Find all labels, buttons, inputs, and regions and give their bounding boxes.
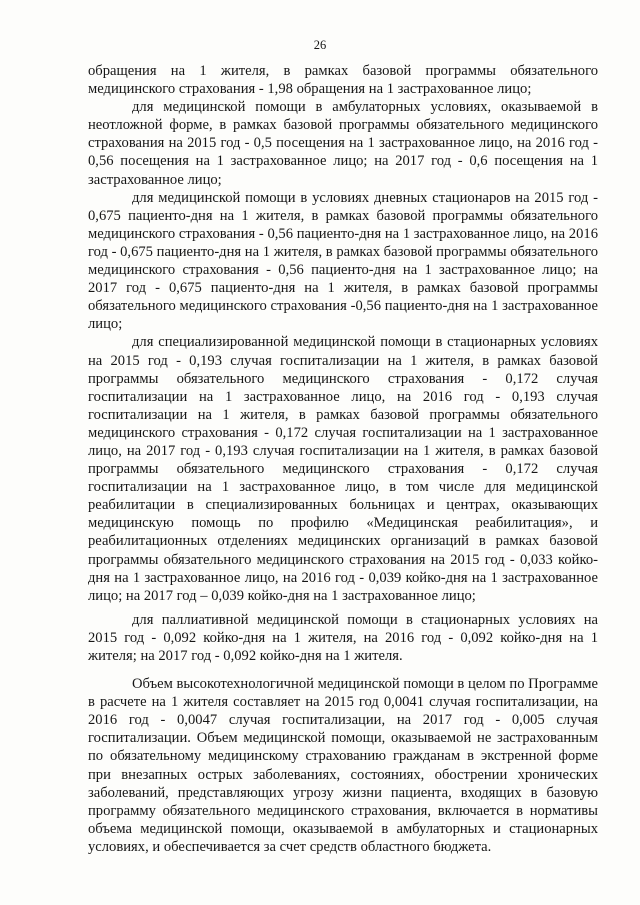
document-body xyxy=(88,62,598,856)
paragraph-palliative-care: для паллиативной медицинской помощи в стационарных условиях на 2015 год - 0,092 койко-дня на 1 жителя, на 2016 год - 0,092 койко-дня на 1 жителя; на 2017 год - 0,092 койко-дня на 1 жителя. xyxy=(88,611,598,664)
paragraph-specialized-care: для специализированной медицинской помощи в стационарных условиях на 2015 год - 0,193 случая госпитализации на 1 жителя, в рамках базовой программы обязательного медицинского страхования - 0,172 случая госпитализации на 1 застрахованное лицо, на 2016 год - 0,193 случая госпитализации на 1 жителя, в рамках базовой программы обязательного медицинского страхования - 0,172 случая госпитализации на 1 застрахованное лицо, на 2017 год - 0,193 случая госпитализации на 1 жителя, в рамках базовой программы обязательного медицинского страхования - 0,172 случая госпитализации на 1 застрахованное лицо, в том числе для медицинской реабилитации в специализированных больницах и центрах, оказывающих медицинскую помощь по профилю «Медицинская реабилитация», и реабилитационных отделениях медицинских организаций в рамках базовой программы обязательного медицинского страхования на 2015 год - 0,033 койко-дня на 1 застрахованное лицо, на 2016 год - 0,039 койко-дня на 1 застрахованное лицо; на 2017 год – 0,039 койко-дня на 1 застрахованное лицо; xyxy=(88,334,598,604)
paragraph-day-hospital: для медицинской помощи в условиях дневных стационаров на 2015 год - 0,675 пациенто-дня на 1 жителя, в рамках базовой программы обязательного медицинского страхования - 0,56 пациенто-дня на 1 застрахованное лицо, на 2016 год - 0,675 пациенто-дня на 1 жителя, в рамках базовой программы обязательного медицинского страхования - 0,56 пациенто-дня на 1 застрахованное лицо; на 2017 год - 0,675 пациенто-дня на 1 жителя, в рамках базовой программы обязательного медицинского страхования -0,56 пациенто-дня на 1 застрахованное лицо; xyxy=(88,189,598,333)
paragraph-continuation: обращения на 1 жителя, в рамках базовой программы обязательного медицинского страхования - 1,98 обращения на 1 застрахованное лицо; xyxy=(88,63,598,98)
page-number: 26 xyxy=(313,38,327,52)
paragraph-high-tech-care: Объем высокотехнологичной медицинской помощи в целом по Программе в расчете на 1 жителя составляет на 2015 год 0,0041 случая госпитализации, на 2016 год - 0,0047 случая госпитализации, на 2017 год - 0,005 случая госпитализации. Объем медицинской помощи, оказываемой не застрахованным по обязательному медицинскому страхованию гражданам в экстренной форме при внезапных острых заболеваниях, состояниях, обострении хронических заболеваний, представляющих угрозу жизни пациента, входящих в базовую программу обязательного медицинского страхования, включается в нормативы объема медицинской помощи, оказываемой в амбулаторных и стационарных условиях, и обеспечивается за счет средств областного бюджета. xyxy=(88,676,599,855)
paragraph-emergency-care: для медицинской помощи в амбулаторных условиях, оказываемой в неотложной форме, в рамках базовой программы обязательного медицинского страхования на 2015 год - 0,5 посещения на 1 застрахованное лицо, на 2016 год - 0,56 посещения на 1 застрахованное лицо; на 2017 год - 0,6 посещения на 1 застрахованное лицо; xyxy=(88,99,598,188)
